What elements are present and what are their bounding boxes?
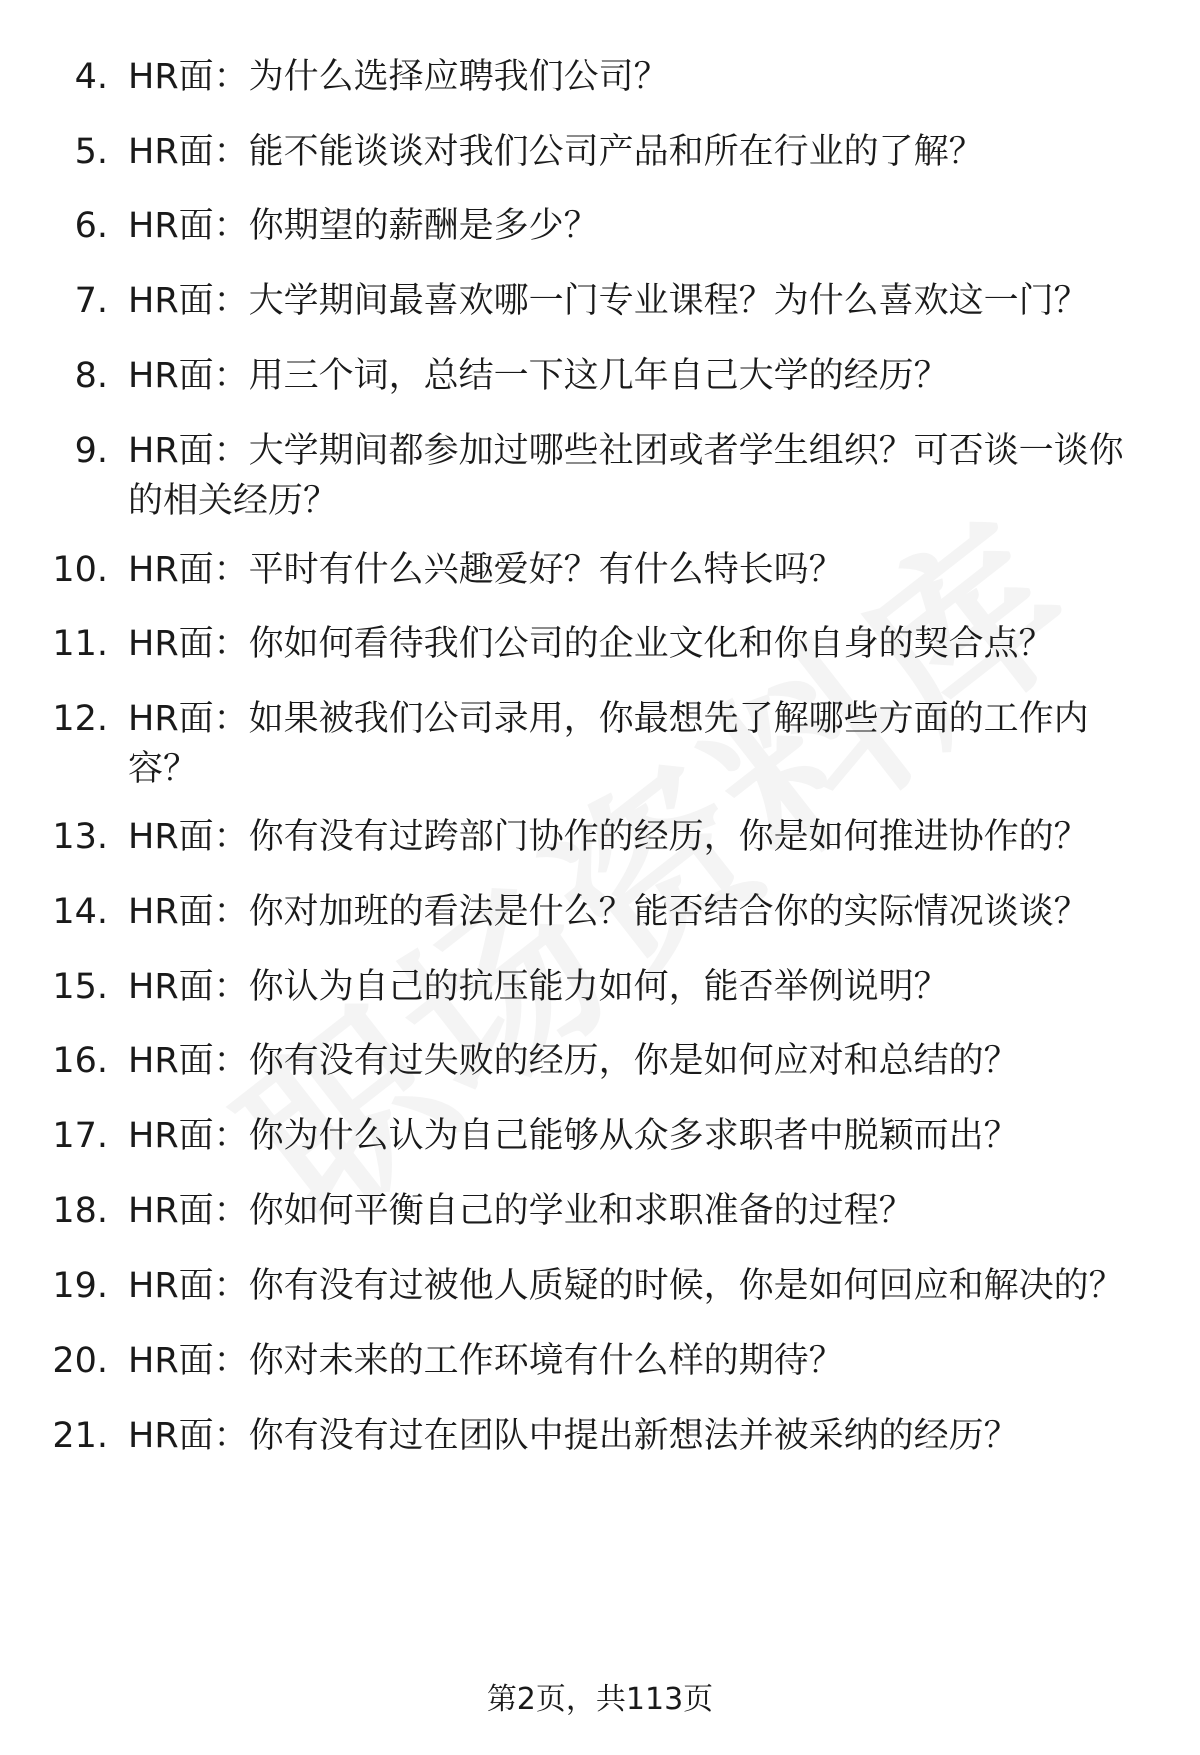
- question-text: HR面：你有没有过在团队中提出新想法并被采纳的经历？: [128, 1416, 1019, 1456]
- question-number: 20.: [52, 1341, 108, 1381]
- question-number: 19.: [52, 1266, 108, 1306]
- question-text: HR面：平时有什么兴趣爱好？有什么特长吗？: [128, 550, 844, 590]
- question-text: HR面：你为什么认为自己能够从众多求职者中脱颖而出？: [128, 1116, 1019, 1156]
- question-text: HR面：为什么选择应聘我们公司？: [128, 57, 669, 97]
- question-number: 12.: [52, 699, 108, 739]
- question-number: 4.: [74, 57, 108, 97]
- question-number: 7.: [74, 281, 108, 321]
- question-number: 14.: [52, 892, 108, 932]
- question-text: HR面：你有没有过被他人质疑的时候，你是如何回应和解决的？: [128, 1266, 1124, 1306]
- question-number: 18.: [52, 1191, 108, 1231]
- question-number: 9.: [74, 431, 108, 471]
- question-text: HR面：大学期间最喜欢哪一门专业课程？为什么喜欢这一门？: [128, 281, 1089, 321]
- page-footer: 第2页，共113页: [486, 1682, 714, 1717]
- question-text: HR面：你对加班的看法是什么？能否结合你的实际情况谈谈？: [128, 892, 1089, 932]
- question-text: HR面：你如何平衡自己的学业和求职准备的过程？: [128, 1191, 914, 1231]
- question-text: HR面：你有没有过失败的经历，你是如何应对和总结的？: [128, 1041, 1019, 1081]
- question-text: HR面：你对未来的工作环境有什么样的期待？: [128, 1341, 844, 1381]
- question-number: 13.: [52, 817, 108, 857]
- question-text: HR面：你有没有过跨部门协作的经历，你是如何推进协作的？: [128, 817, 1089, 857]
- question-text: HR面：能不能谈谈对我们公司产品和所在行业的了解？: [128, 132, 984, 172]
- question-text: HR面：你如何看待我们公司的企业文化和你自身的契合点？: [128, 624, 1054, 664]
- question-number: 17.: [52, 1116, 108, 1156]
- question-text: HR面：用三个词，总结一下这几年自己大学的经历？: [128, 356, 949, 396]
- question-number: 10.: [52, 550, 108, 590]
- question-text: HR面：大学期间都参加过哪些社团或者学生组织？可否谈一谈你的相关经历？: [128, 431, 1124, 521]
- question-text: HR面：你认为自己的抗压能力如何，能否举例说明？: [128, 967, 949, 1007]
- question-number: 8.: [74, 356, 108, 396]
- question-number: 6.: [74, 206, 108, 246]
- question-number: 5.: [74, 132, 108, 172]
- question-number: 21.: [52, 1416, 108, 1456]
- question-text: HR面：你期望的薪酬是多少？: [128, 206, 599, 246]
- question-text: HR面：如果被我们公司录用，你最想先了解哪些方面的工作内容？: [128, 699, 1089, 789]
- question-number: 16.: [52, 1041, 108, 1081]
- question-number: 11.: [52, 624, 108, 664]
- question-number: 15.: [52, 967, 108, 1007]
